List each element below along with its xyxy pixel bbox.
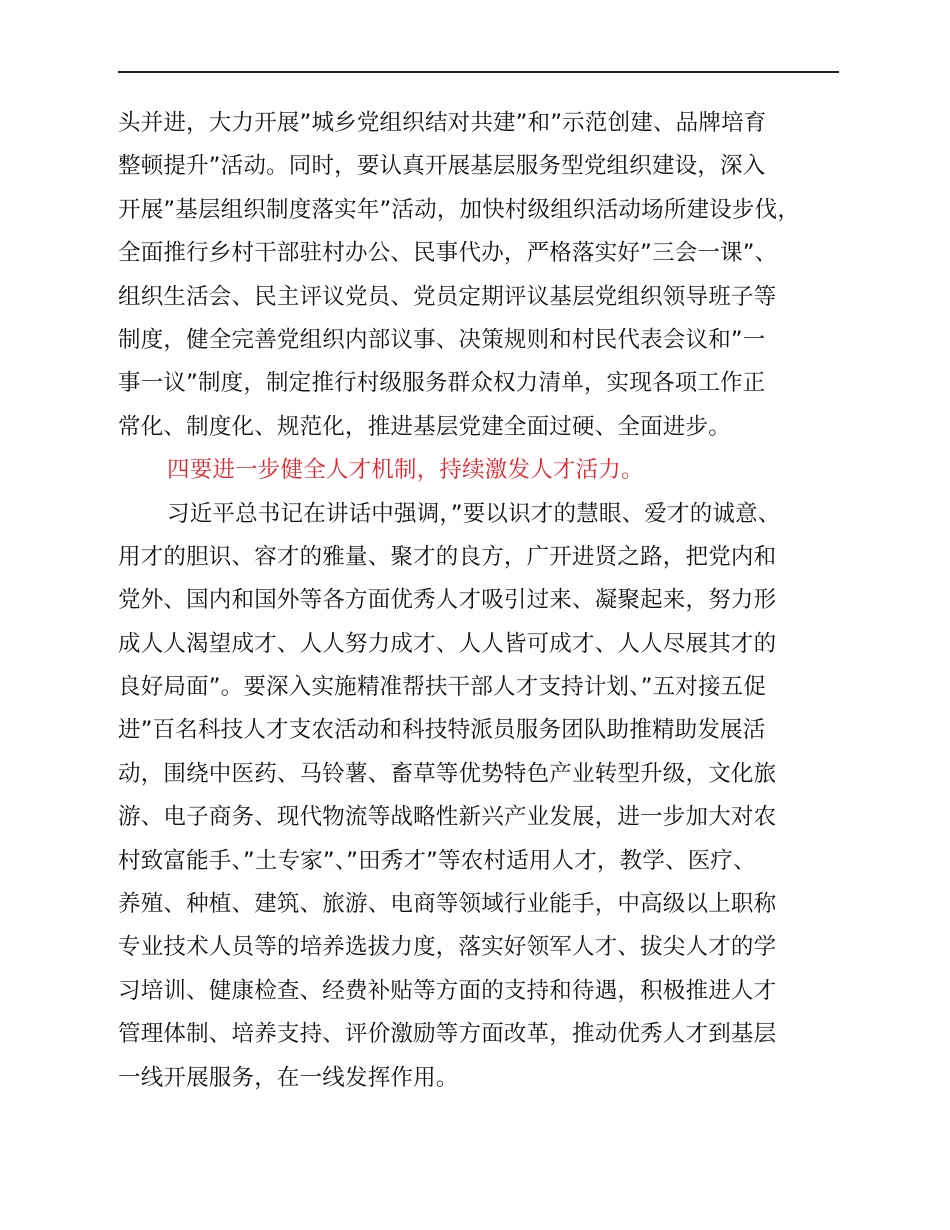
text-line: 事一议”制度，制定推行村级服务群众权力清单，实现各项工作正 (118, 370, 766, 397)
text-line: 进”百名科技人才支农活动和科技特派员服务团队助推精助发展活 (118, 717, 766, 744)
text-line: 用才的胆识、容才的雅量、聚才的良方，广开进贤之路，把党内和 (118, 543, 777, 570)
text-line: 村致富能手、”土专家”、”田秀才”等农村适用人才，教学、医疗、 (118, 847, 756, 874)
text-line: 习培训、健康检查、经费补贴等方面的支持和待遇，积极推进人才 (118, 977, 777, 1004)
text-line: 专业技术人员等的培养选拔力度，落实好领军人才、拔尖人才的学 (118, 934, 777, 961)
text-line: 整顿提升”活动。同时，要认真开展基层服务型党组织建设，深入 (118, 153, 766, 180)
text-line: 开展”基层组织制度落实年”活动，加快村级组织活动场所建设步伐， (118, 196, 801, 223)
text-line: 良好局面”。要深入实施精准帮扶干部人才支持计划、”五对接五促 (118, 674, 767, 701)
text-line: 管理体制、培养支持、评价激励等方面改革，推动优秀人才到基层 (118, 1021, 777, 1048)
text-line: 组织生活会、民主评议党员、党员定期评议基层党组织领导班子等 (118, 283, 777, 310)
text-line: 习近平总书记在讲话中强调，”要以识才的慧眼、爱才的诚意、 (167, 500, 781, 527)
text-line: 头并进，大力开展”城乡党组织结对共建”和”示范创建、品牌培育 (118, 110, 767, 136)
paragraph-continued (118, 102, 858, 449)
text-line: 常化、制度化、规范化，推进基层党建全面过硬、全面进步。 (118, 413, 731, 440)
text-line: 养殖、种植、建筑、旅游、电商等领域行业能手，中高级以上职称 (118, 891, 777, 918)
section-heading: 四要进一步健全人才机制，持续激发人才活力。 (167, 457, 644, 484)
text-line: 全面推行乡村干部驻村办公、民事代办，严格落实好”三会一课”、 (118, 240, 778, 267)
header-rule (118, 71, 839, 73)
text-line: 成人人渴望成才、人人努力成才、人人皆可成才、人人尽展其才的 (118, 630, 777, 657)
text-line: 动，围绕中医药、马铃薯、畜草等优势特色产业转型升级，文化旅 (118, 760, 777, 787)
document-body (118, 102, 858, 1100)
text-line: 党外、国内和国外等各方面优秀人才吸引过来、凝聚起来，努力形 (118, 587, 777, 614)
text-line: 制度，健全完善党组织内部议事、决策规则和村民代表会议和”一 (118, 326, 766, 353)
paragraph-section (118, 493, 858, 1100)
text-line: 一线开展服务，在一线发挥作用。 (118, 1064, 459, 1091)
text-line: 游、电子商务、现代物流等战略性新兴产业发展，进一步加大对农 (118, 804, 777, 831)
